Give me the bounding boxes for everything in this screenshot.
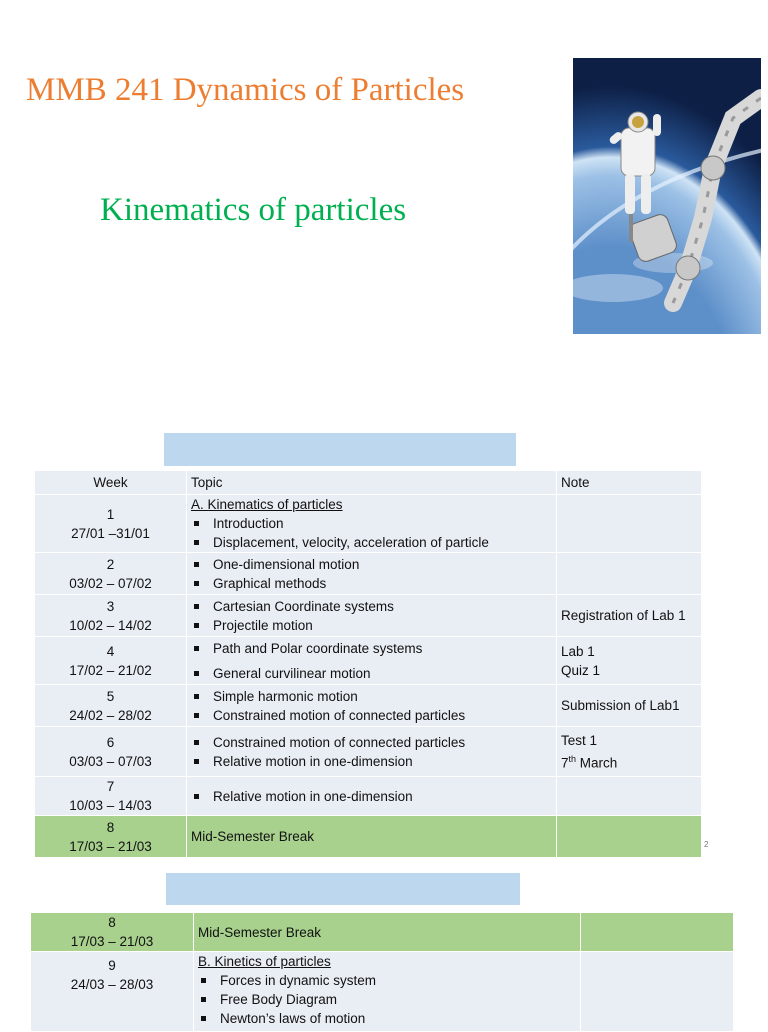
week-header: Week xyxy=(35,471,187,495)
week-cell xyxy=(35,685,187,727)
topic-item: One-dimensional motion xyxy=(191,555,552,574)
week-dates: 10/02 – 14/02 xyxy=(69,617,152,633)
table-row xyxy=(35,553,702,595)
section-heading: B. Kinetics of particles xyxy=(198,954,331,969)
topic-cell xyxy=(187,777,557,816)
table-row xyxy=(35,637,702,685)
week-number: 3 xyxy=(106,598,115,614)
week-dates: 03/03 – 07/03 xyxy=(69,753,152,769)
week-dates: 17/02 – 21/02 xyxy=(69,662,152,678)
table-row xyxy=(35,595,702,637)
week-dates: 24/03 – 28/03 xyxy=(70,977,154,992)
topic-item: Newton’s laws of motion xyxy=(198,1009,576,1028)
week-cell xyxy=(35,495,187,553)
week-cell xyxy=(35,727,187,777)
week-number: 4 xyxy=(106,643,115,659)
table-row xyxy=(35,495,702,553)
topic-item: Graphical methods xyxy=(191,574,552,593)
topic-item: Constrained motion of connected particles xyxy=(191,706,552,725)
note-header: Note xyxy=(557,471,702,495)
topic-item: Relative motion in one-dimension xyxy=(191,787,552,806)
topic-item: General curvilinear motion xyxy=(191,664,552,683)
topic-item: Cartesian Coordinate systems xyxy=(191,597,552,616)
week-cell xyxy=(31,913,194,952)
week-number: 1 xyxy=(106,506,115,522)
week-number: 5 xyxy=(106,688,115,704)
slide3-title-bar xyxy=(166,873,520,905)
note-cell xyxy=(557,553,702,595)
table-row-break xyxy=(31,913,734,952)
note-cell: Registration of Lab 1 xyxy=(557,595,702,637)
week-dates: 17/03 – 21/03 xyxy=(69,838,152,854)
week-dates: 03/02 – 07/02 xyxy=(69,575,152,591)
note-date-day: 7 xyxy=(561,755,569,771)
topic-item: Displacement, velocity, acceleration of particle xyxy=(191,533,552,552)
table-row-break xyxy=(35,816,702,858)
note-date-suffix: th xyxy=(568,753,577,764)
note-cell: Submission of Lab1 xyxy=(557,685,702,727)
note-item-date xyxy=(561,750,697,773)
schedule-table-continued xyxy=(30,912,734,1032)
week-cell xyxy=(35,595,187,637)
topic-item: Introduction xyxy=(191,514,552,533)
topic-item: Path and Polar coordinate systems xyxy=(191,639,552,658)
topic-item: Forces in dynamic system xyxy=(198,971,576,990)
note-cell xyxy=(581,952,734,1032)
table-row xyxy=(35,727,702,777)
note-cell xyxy=(557,495,702,553)
note-item: Lab 1 xyxy=(561,643,595,659)
week-dates: 10/03 – 14/03 xyxy=(69,798,152,813)
topic-item: Simple harmonic motion xyxy=(191,687,552,706)
slide-title: MMB 241 Dynamics of Particles xyxy=(26,72,465,108)
week-dates: 27/01 –31/01 xyxy=(71,525,150,541)
note-item: Test 1 xyxy=(561,732,598,748)
note-cell xyxy=(557,637,702,685)
week-number: 6 xyxy=(106,734,115,750)
table-header-row xyxy=(35,471,702,495)
topic-cell xyxy=(187,495,557,553)
slide2-title-bar xyxy=(164,433,516,466)
week-cell xyxy=(35,553,187,595)
topic-item: Relative motion in one-dimension xyxy=(191,752,552,771)
topic-cell xyxy=(187,685,557,727)
week-dates: 17/03 – 21/03 xyxy=(70,934,154,949)
topic-cell xyxy=(187,727,557,777)
topic-item: Free Body Diagram xyxy=(198,990,576,1009)
schedule-table xyxy=(34,470,702,858)
note-date-month: March xyxy=(576,755,618,771)
section-heading: A. Kinematics of particles xyxy=(191,497,343,512)
week-number: 9 xyxy=(108,958,116,973)
note-cell xyxy=(557,816,702,858)
astronaut-earth-illustration xyxy=(573,58,761,334)
week-number: 2 xyxy=(106,556,115,572)
topic-item: Constrained motion of connected particles xyxy=(191,733,552,752)
topic-cell xyxy=(187,637,557,685)
topic-cell xyxy=(187,553,557,595)
note-cell xyxy=(557,727,702,777)
week-number: 8 xyxy=(106,819,115,835)
topic-header: Topic xyxy=(187,471,557,495)
topic-cell: Mid-Semester Break xyxy=(194,913,581,952)
week-cell xyxy=(35,637,187,685)
topic-cell xyxy=(187,595,557,637)
week-number: 8 xyxy=(108,915,116,930)
note-cell xyxy=(557,777,702,816)
table-row xyxy=(35,777,702,816)
note-item: Quiz 1 xyxy=(561,662,601,678)
astronaut-photo xyxy=(573,58,761,334)
week-cell xyxy=(31,952,194,1032)
table-row xyxy=(35,685,702,727)
week-number: 7 xyxy=(106,779,115,794)
week-cell xyxy=(35,777,187,816)
slide-subtitle: Kinematics of particles xyxy=(100,192,407,228)
table-row xyxy=(31,952,734,1032)
topic-cell: Mid-Semester Break xyxy=(187,816,557,858)
week-cell xyxy=(35,816,187,858)
week-dates: 24/02 – 28/02 xyxy=(69,707,152,723)
note-cell xyxy=(581,913,734,952)
page-number: 2 xyxy=(704,840,709,849)
topic-item: Projectile motion xyxy=(191,616,552,635)
topic-cell xyxy=(194,952,581,1032)
